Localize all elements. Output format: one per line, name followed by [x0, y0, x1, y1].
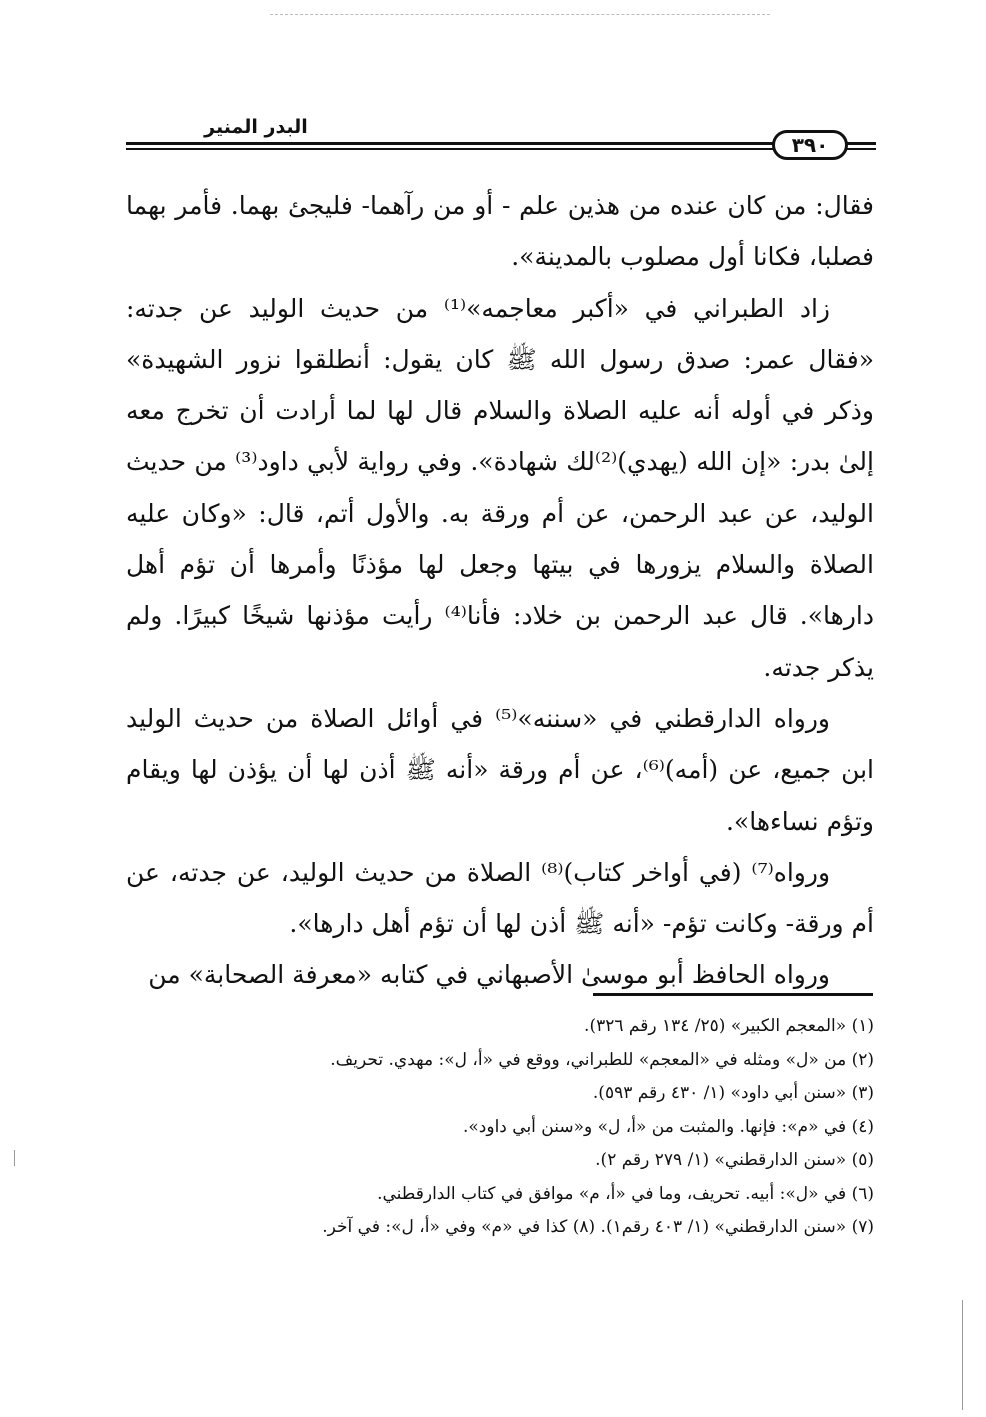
footnotes [150, 1010, 874, 1245]
paragraph: فقال: من كان عنده من هذين علم - أو من رآهما- فليجئ بهما. فأمر بهما فصلبا، فكانا أول مصلوب بالمدينة». [126, 191, 874, 272]
footnote: (١) «المعجم الكبير» (٢٥/ ١٣٤ رقم ٣٢٦). [584, 1016, 874, 1036]
footnote: (٥) «سنن الدارقطني» (١/ ٢٧٩ رقم ٢). [595, 1150, 874, 1170]
scan-edge-line [270, 14, 770, 16]
footnote: (٧) «سنن الدارقطني» (١/ ٤٠٣ رقم١). (٨) كذا في «م» وفي «أ، ل»: في آخر. [322, 1217, 874, 1237]
footnotes-separator [593, 993, 873, 996]
header-rule-thick [126, 142, 876, 145]
scan-margin-mark [14, 1150, 15, 1166]
scan-edge-line [962, 1300, 963, 1410]
paragraph: ورواه الدارقطني في «سننه»⁽⁵⁾ في أوائل الصلاة من حديث الوليد ابن جميع، عن (أمه)⁽⁶⁾، عن أم ورقة «أنه ﷺ أذن لها أن يؤذن لها ويقام وتؤم نساءها». [126, 703, 875, 836]
paragraph: ورواه⁽⁷⁾ (في أواخر كتاب)⁽⁸⁾ الصلاة من حديث الوليد، عن جدته، عن أم ورقة- وكانت تؤم- «أنه ﷺ أذن لها أن تؤم أهل دارها». [126, 857, 874, 939]
footnote: (٦) في «ل»: أبيه. تحريف، وما في «أ، م» موافق في كتاب الدارقطني. [377, 1183, 874, 1204]
paragraph: ورواه الحافظ أبو موسىٰ الأصبهاني في كتابه «معرفة الصحابة» من [148, 960, 830, 990]
footnote: (٤) في «م»: فإنها. والمثبت من «أ، ل» و«سنن أبي داود». [463, 1116, 874, 1137]
running-title: البدر المنير [204, 116, 308, 138]
footnote: (٣) «سنن أبي داود» (١/ ٤٣٠ رقم ٥٩٣). [592, 1083, 874, 1103]
paragraph: زاد الطبراني في «أكبر معاجمه»⁽¹⁾ من حديث الوليد عن جدته: «فقال عمر: صدق رسول الله ﷺ كان يقول: أنطلقوا نزور الشهيدة» وذكر في أوله أنه عليه الصلاة والسلام قال لها لما أرادت أن تخرج معه إلىٰ بدر: «إن الله (يهدي)⁽²⁾لك شهادة». وفي رواية لأبي داود⁽³⁾ من حديث الوليد، عن عبد الرحمن، عن أم ورقة به. والأول أتم، قال: «وكان عليه الصلاة والسلام يزورها في بيتها وجعل لها مؤذنًا وأمرها أن تؤم أهل دارها». قال عبد الرحمن بن خلاد: فأنا⁽⁴⁾ رأيت مؤذنها شيخًا كبيرًا. ولم يذكر جدته. [126, 293, 874, 682]
main-text [126, 180, 874, 1001]
header-rule-thin [126, 148, 876, 150]
page-number: ٣٩٠ [772, 130, 848, 160]
page-header [126, 100, 876, 160]
footnote: (٢) من «ل» ومثله في «المعجم» للطبراني، ووقع في «أ، ل»: مهدي. تحريف. [330, 1049, 874, 1070]
